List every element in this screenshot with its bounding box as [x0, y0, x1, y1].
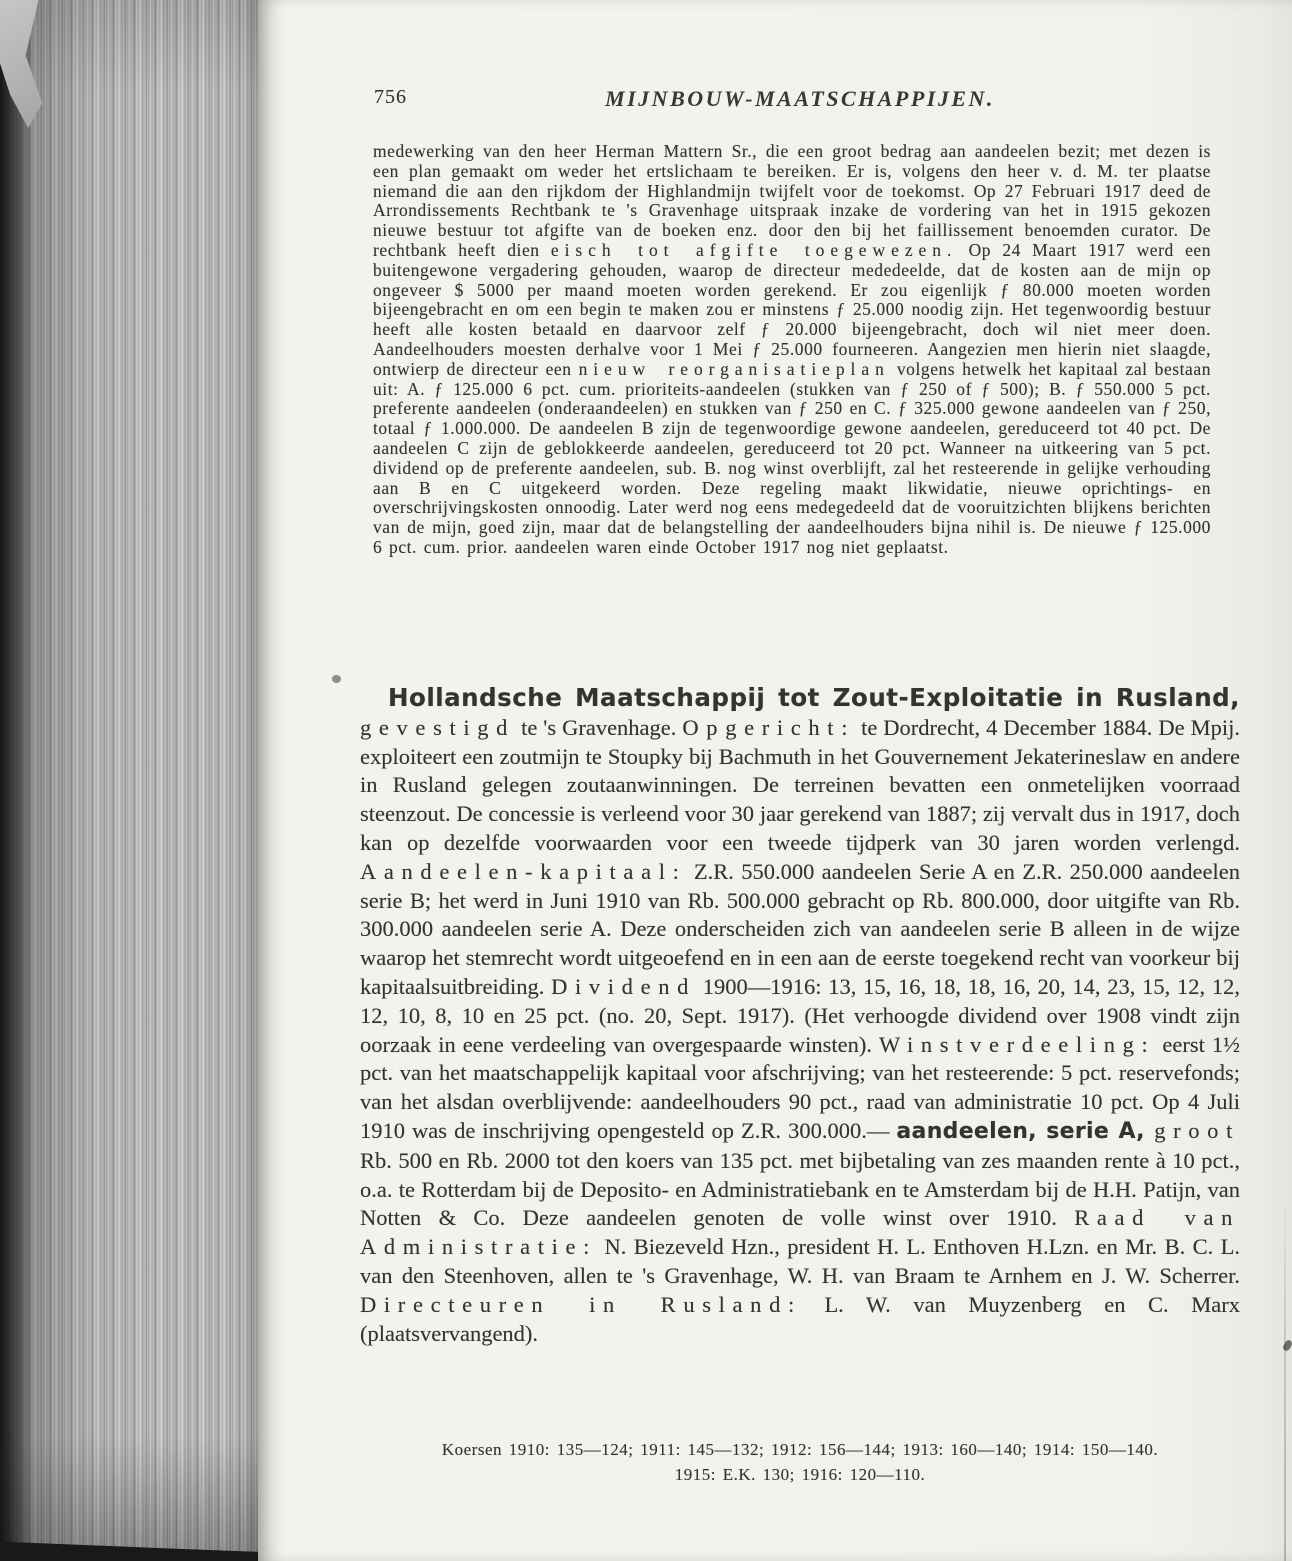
text-segment-normal: N. Biezeveld Hzn., president H. L. Enthoven H.Lzn. en Mr. B. C. L. van den Steenhoven, allen te 's Gravenhage, W. H. van Braam te Arnhem en J. W. Scherrer.	[360, 1234, 1240, 1288]
text-segment-normal: Z.R. 550.000 aandeelen Serie A en Z.R. 250.000 aandeelen serie B; het werd in Juni 1910 van Rb. 500.000 gebracht op Rb. 800.000, door uitgifte van Rb. 300.000 aandeelen serie A. Deze onderscheiden zich van aandeelen serie B alleen in de wijze waarop het stemrecht wordt uitgeoefend en in een aan de eerste toegekend recht van voorkeur bij kapitaalsuitbreiding.	[360, 858, 1240, 999]
text-segment-normal: te Dordrecht, 4 December 1884. De Mpij. exploiteert een zoutmijn te Stoupky bij Bachmuth in het Gouvernement Jekaterineslaw en andere in Rusland gelegen zoutaanwinningen. De terreinen bevatten een onmetelijken voorraad steenzout. De concessie is verleend voor 30 jaar gerekend van 1887; zij vervalt dus in 1917, doch kan op dezelfde voorwaarden voor een tweede tijdperk van 30 jaren worden verlengd.	[360, 714, 1240, 855]
entry-paragraph	[360, 684, 1240, 1348]
text-segment-normal: te 's Gravenhage.	[515, 714, 683, 740]
text-segment-normal: 1900—1916: 13, 15, 16, 18, 18, 16, 20, 14, 23, 15, 12, 12, 12, 10, 8, 10 en 25 pct. (no. 20, Sept. 1917). (Het verhoogde dividend over 1908 vindt zijn oorzaak in eene verdeeling van overgespaarde winsten).	[360, 973, 1240, 1057]
text-segment-spread: gevestigd	[360, 714, 516, 740]
text-segment-normal: L. W. van Muyzenberg en C. Marx (plaatsvervangend).	[360, 1291, 1240, 1346]
page-number: 756	[374, 86, 407, 108]
koersen-line-2: 1915: E.K. 130; 1916: 120—110.	[674, 1465, 926, 1484]
text-segment-spread: Aandeelen-kapitaal:	[360, 858, 687, 884]
running-title: MIJNBOUW-MAATSCHAPPIJEN.	[605, 86, 995, 111]
text-segment-bold: aandeelen, serie A,	[896, 1118, 1155, 1144]
scan-speck	[332, 675, 341, 683]
text-segment-normal: medewerking van den heer Herman Mattern Sr., die een groot bedrag aan aandeelen bezit; met dezen is een plan gemaakt om weder het ertslichaam te bereiken. Er is, volgens den heer v. d. M. ter plaatse niemand die aan den rijkdom der Highlandmijn twijfelt voor de toekomst. Op 27 Februari 1917 deed de Arrondissements Rechtbank te 's Gravenhage uitspraak inzake de vordering van het in 1915 gekozen nieuwe bestuur tot afgifte van de boeken enz. door den bij het faillissement benoemden curator. De rechtbank heeft dien	[373, 141, 1211, 260]
text-segment-spread: nieuw reorganisatieplan	[578, 358, 890, 379]
text-segment-normal: volgens hetwelk het kapitaal zal bestaan uit: A. ƒ 125.000 6 pct. cum. prioriteits-aandeelen (stukken van ƒ 250 of ƒ 500); B. ƒ 550.000 5 pct. preferente aandeelen (onderaandeelen) en stukken van ƒ 250 en C. ƒ 325.000 gewone aandeelen van ƒ 250, totaal ƒ 1.000.000. De aandeelen B zijn de tegenwoordige gewone aandeelen, gereduceerd tot 40 pct. De aandeelen C zijn de geblokkeerde aandeelen, gereduceerd tot 20 pct. Wanneer na uitkeering van 5 pct. dividend op de preferente aandeelen, sub. B. nog winst overblijft, zal het resteerende in gelijke verhouding aan B en C uitgekeerd worden. Deze regeling maakt likwidatie, nieuwe oprichtings- en overschrijvingskosten onnoodig. Later werd nog eens medegedeeld dat de vooruitzichten blijkens berichten van de mijn, goed zijn, maar dat de belangstelling der aandeelhouders bijna nihil is. De nieuwe ƒ 125.000 6 pct. cum. prior. aandeelen waren einde October 1917 nog niet geplaatst.	[373, 358, 1211, 557]
text-segment-normal: Rb. 500 en Rb. 2000 tot den koers van 135 pct. met bijbetaling van zes maanden rente à 10 pct., o.a. te Rotterdam bij de Deposito- en Administratiebank en te Amsterdam bij de H.H. Patijn, van Notten & Co. Deze aandeelen genoten de volle winst over 1910.	[360, 1147, 1240, 1231]
page-edge-crease	[1284, 1190, 1286, 1561]
book-page	[258, 0, 1292, 1561]
text-segment-spread: eisch tot afgifte toegewezen.	[550, 239, 958, 260]
book-page-edges	[0, 0, 262, 1561]
page-header	[360, 86, 1240, 116]
text-segment-headbold: Hollandsche Maatschappij tot Zout-Exploitatie in Rusland,	[388, 683, 1240, 712]
text-segment-normal: Op 24 Maart 1917 werd een buitengewone vergadering gehouden, waarop de directeur mededeelde, dat de kosten aan de mijn op ongeveer $ 5000 per maand moeten worden gerekend. Er zou eigenlijk ƒ 80.000 moeten worden bijeengebracht en om een begin te maken zou er minstens ƒ 25.000 noodig zijn. Het tegenwoordig bestuur heeft alle kosten betaald en daarvoor zelf ƒ 20.000 bijeengebracht, doch wil niet meer doen. Aandeelhouders moesten derhalve voor 1 Mei ƒ 25.000 fourneeren. Aangezien men hierin niet slaagde, ontwierp de directeur een	[373, 239, 1212, 379]
text-segment-spread: Opgericht:	[682, 714, 856, 740]
text-segment-spread: Raad van Administratie:	[360, 1205, 1240, 1260]
intro-paragraph	[373, 142, 1211, 558]
koersen-block	[360, 1437, 1240, 1487]
text-segment-spread: Directeuren in Rusland:	[360, 1291, 802, 1317]
text-segment-spread: Dividend	[551, 973, 697, 999]
text-segment-normal: eerst 1½ pct. van het maatschappelijk kapitaal voor afschrijving; van het resteerende: 5 pct. reservefonds; van het alsdan overblijvende: aandeelhouders 90 pct., raad van administratie 10 pct. Op 4 Juli 1910 was de inschrijving opengesteld op Z.R. 300.000.—	[360, 1031, 1240, 1143]
text-segment-spread: Winstverdeeling:	[878, 1031, 1156, 1057]
text-segment-spread: groot	[1154, 1117, 1240, 1143]
koersen-line-1: Koersen 1910: 135—124; 1911: 145—132; 1912: 156—144; 1913: 160—140; 1914: 150—140.	[441, 1440, 1159, 1459]
